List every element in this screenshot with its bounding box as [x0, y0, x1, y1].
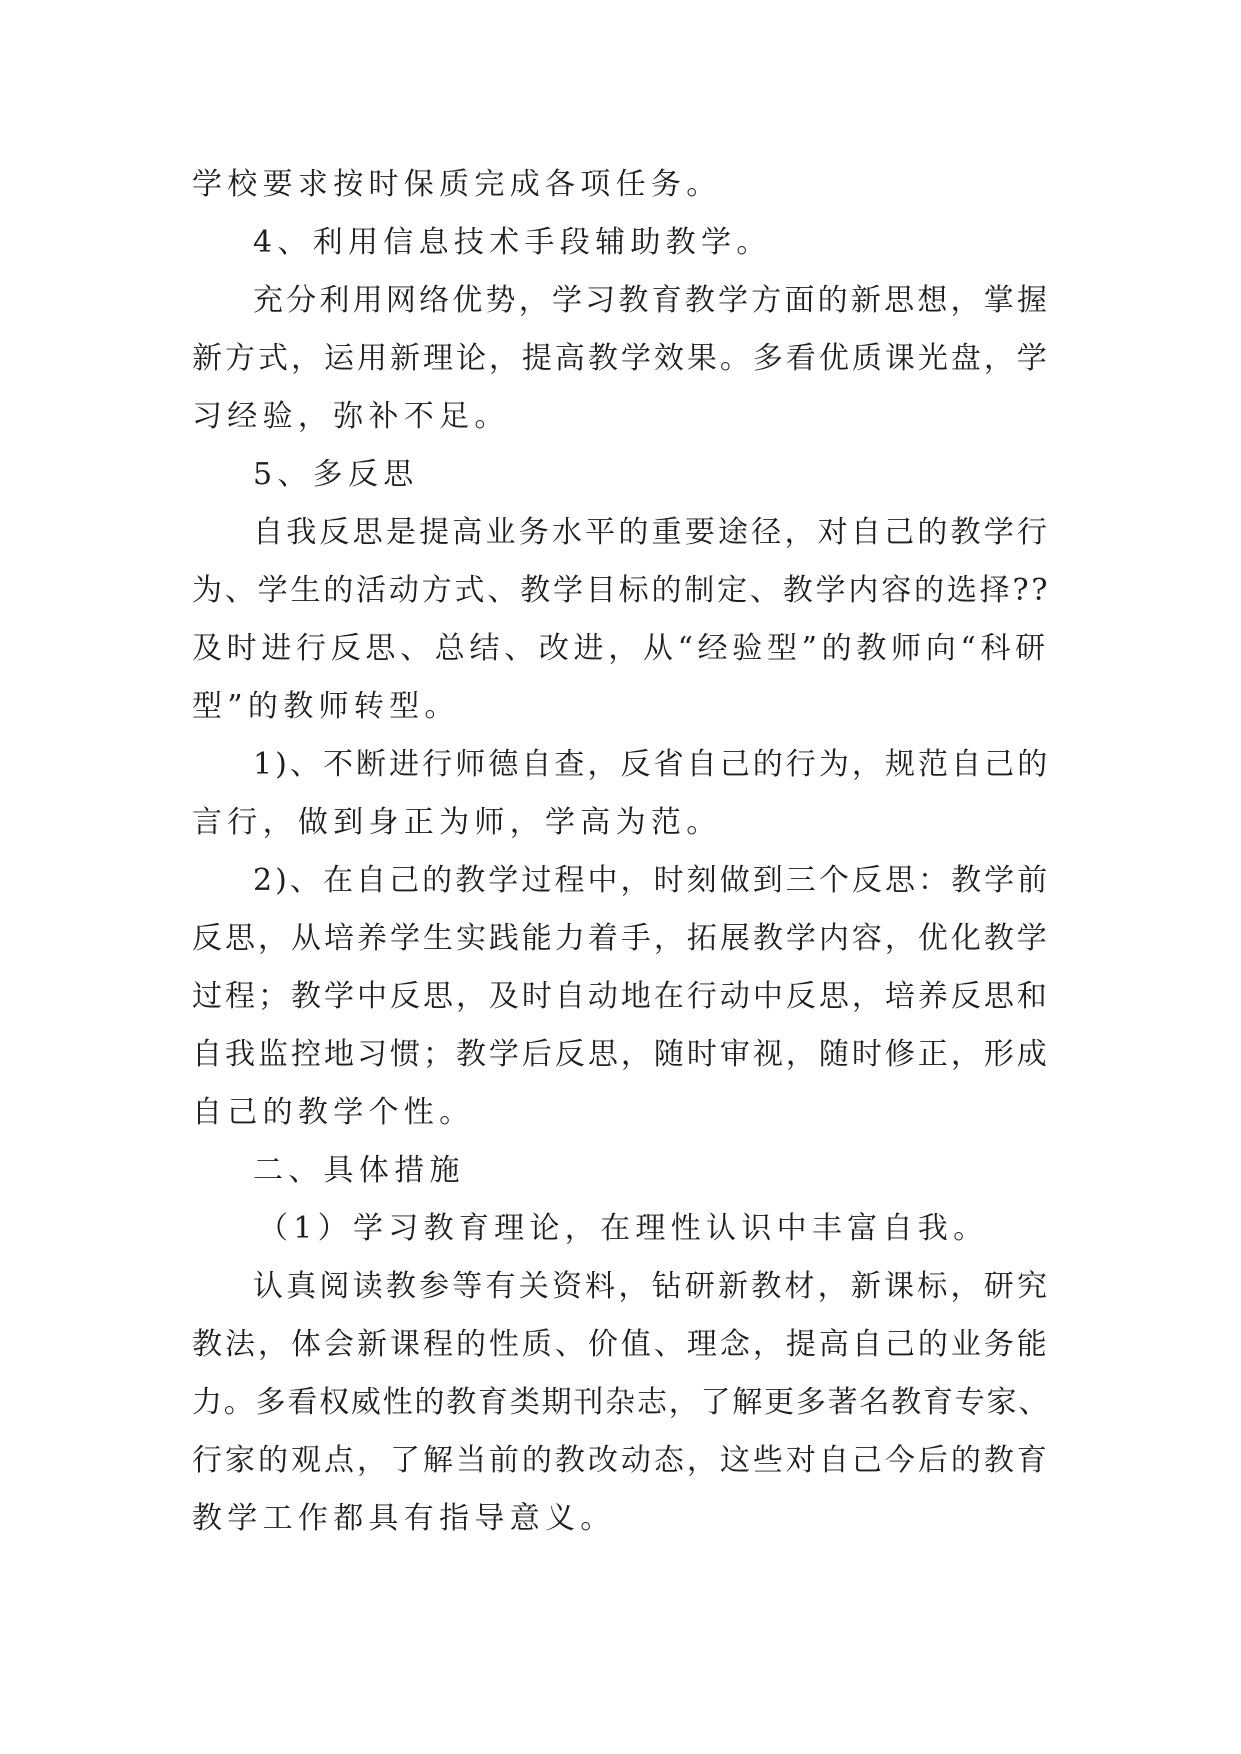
paragraph-first-line: 2)、在自己的教学过程中，时刻做到三个反思：教学前: [253, 863, 1051, 898]
body-text-line: 力。多看权威性的教育类期刊杂志，了解更多著名教育专家、: [192, 1385, 1051, 1420]
body-text-line: 型”的教师转型。: [192, 689, 460, 724]
body-text-line: 反思，从培养学生实践能力着手，拓展教学内容，优化教学: [192, 921, 1050, 956]
body-text-line: 新方式，运用新理论，提高教学效果。多看优质课光盘，学: [192, 341, 1050, 376]
body-text-line: 自己的教学个性。: [192, 1095, 475, 1130]
body-text-line: 习经验，弥补不足。: [192, 399, 510, 434]
body-text-line: 教学工作都具有指导意义。: [192, 1501, 616, 1536]
paragraph-first-line: 1)、不断进行师德自查，反省自己的行为，规范自己的: [253, 747, 1051, 782]
paragraph-first-line: 认真阅读教参等有关资料，钻研新教材，新课标，研究: [253, 1269, 1051, 1304]
body-text-line: 过程；教学中反思，及时自动地在行动中反思，培养反思和: [192, 979, 1050, 1014]
body-text-line: 为、学生的活动方式、教学目标的制定、教学内容的选择??: [192, 573, 1051, 608]
body-text-line: 学校要求按时保质完成各项任务。: [192, 167, 722, 202]
body-text-line: 教法，体会新课程的性质、价值、理念，提高自己的业务能: [192, 1327, 1050, 1362]
section-heading: 二、具体措施: [253, 1153, 465, 1188]
body-text-line: 及时进行反思、总结、改进，从“经验型”的教师向“科研: [192, 631, 1050, 666]
paragraph-first-line: 自我反思是提高业务水平的重要途径，对自己的教学行: [253, 515, 1051, 550]
body-text-line: 自我监控地习惯；教学后反思，随时审视，随时修正，形成: [192, 1037, 1050, 1072]
subsection-heading: （1）学习教育理论，在理性认识中丰富自我。: [258, 1211, 989, 1246]
body-text-line: 行家的观点，了解当前的教改动态，这些对自己今后的教育: [192, 1443, 1050, 1478]
section-heading: 4、利用信息技术手段辅助教学。: [253, 225, 772, 260]
section-heading: 5、多反思: [253, 457, 419, 492]
paragraph-first-line: 充分利用网络优势，学习教育教学方面的新思想，掌握: [253, 283, 1051, 318]
body-text-line: 言行，做到身正为师，学高为范。: [192, 805, 722, 840]
